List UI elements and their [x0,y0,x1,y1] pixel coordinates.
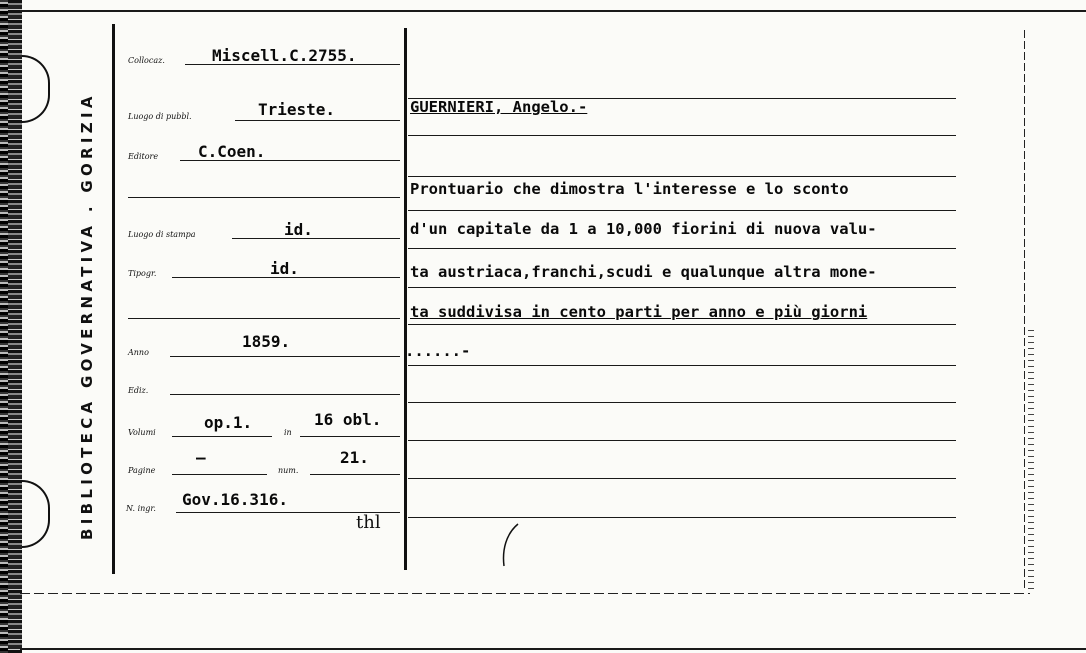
rule-volumi [172,436,272,437]
label-luogo-stampa: Luogo di stampa [128,230,196,239]
binding-spine [8,0,22,653]
value-luogo-pubbl: Trieste. [258,100,336,119]
rule-blank-1 [128,197,400,198]
rule-luogo-stampa [232,238,400,239]
label-luogo-pubbl: Luogo di pubbl. [128,112,192,121]
rule-anno [170,356,400,357]
title-line-1: Prontuario che dimostra l'interesse e lo sconto [410,180,849,198]
value-tipografo: id. [270,259,299,278]
label-anno: Anno [128,348,149,357]
value-pagine-count: 21. [340,448,369,467]
label-volumi: Volumi [128,428,156,437]
right-border [1024,30,1025,590]
pen-stroke [496,520,526,570]
rule-right-9 [408,402,956,403]
author-heading: GUERNIERI, Angelo.- [410,98,588,116]
rule-right-7 [408,324,956,325]
rule-right-2 [408,135,956,136]
value-n-ingr: Gov.16.316. [182,490,288,509]
value-editore: C.Coen. [198,142,266,161]
rule-right-11 [408,478,956,479]
label-collocazione: Collocaz. [128,56,165,65]
scan-edge-noise [1028,330,1034,590]
bottom-edge [20,648,1086,650]
title-line-2: d'un capitale da 1 a 10,000 fiorini di nuova valu- [410,220,877,238]
bottom-border-dashed [20,593,1030,594]
rule-right-12 [408,517,956,518]
punch-hole-bottom [22,480,50,548]
label-tipografo: Tipogr. [128,269,157,278]
label-edizione: Ediz. [128,386,149,395]
value-pagine: — [196,448,206,467]
value-anno: 1859. [242,332,291,351]
rule-luogo-pubbl [235,120,400,121]
institution-name: BIBLIOTECA GOVERNATIVA . GORIZIA [78,92,96,540]
label-volumi-in: in [284,428,292,437]
top-border [20,10,1086,12]
label-n-ingr: N. ingr. [126,504,156,513]
value-luogo-stampa: id. [284,220,313,239]
rule-blank-2 [128,318,400,319]
handwritten-mark: thl [356,512,381,533]
punch-hole-top [22,55,50,123]
rule-right-8 [408,365,956,366]
rule-right-3 [408,176,956,177]
value-volumi-format: 16 obl. [314,410,382,429]
title-line-4: ta suddivisa in cento parti per anno e più giorni [410,303,868,321]
label-pagine-num: num. [278,466,299,475]
rule-volumi-in [300,436,400,437]
label-pagine: Pagine [128,466,156,475]
value-volumi: op.1. [204,413,253,432]
rule-edizione [170,394,400,395]
rule-right-6 [408,287,956,288]
middle-column-rule [404,28,407,570]
rule-right-10 [408,440,956,441]
binding-edge [0,0,8,653]
rule-pagine-num [310,474,400,475]
value-collocazione: Miscell.C.2755. [212,46,357,65]
title-line-3: ta austriaca,franchi,scudi e qualunque altra mone- [410,263,877,281]
rule-pagine [172,474,267,475]
title-line-5: ......- [405,342,471,360]
rule-right-5 [408,248,956,249]
rule-right-4 [408,210,956,211]
left-column-rule [112,24,115,574]
label-editore: Editore [128,152,159,161]
